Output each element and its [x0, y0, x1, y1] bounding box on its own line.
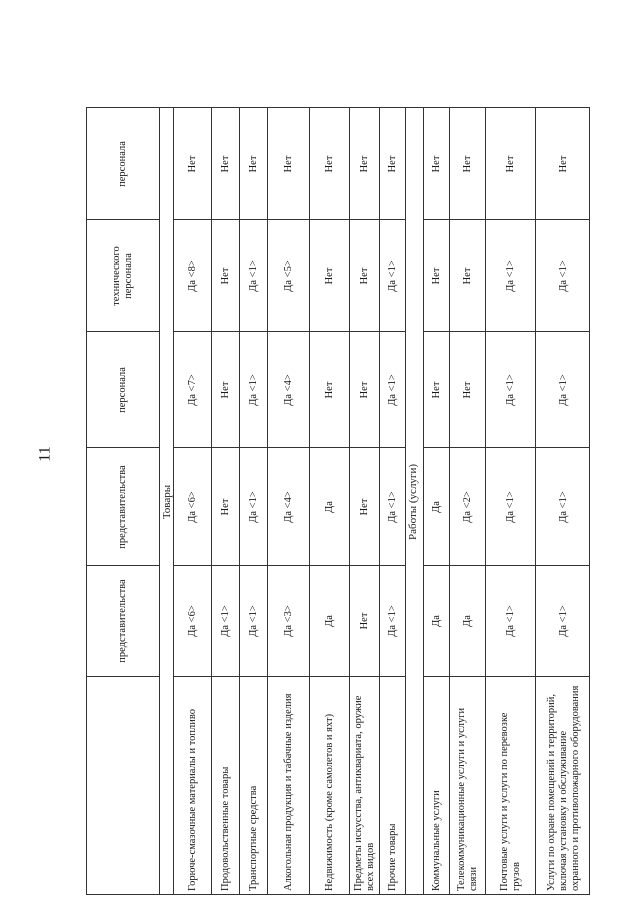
value-cell: Да <1> — [536, 565, 590, 676]
row-label: Алкогольная продукция и табачные изделия — [268, 676, 309, 895]
value-cell: Да <7> — [174, 331, 211, 447]
exemption-table — [86, 107, 590, 895]
row-label: Телекоммуникационные услуги и услуги связи — [450, 676, 485, 895]
value-cell: Нет — [424, 331, 449, 447]
value-cell: Нет — [323, 155, 335, 172]
value-cell: Нет — [430, 155, 442, 172]
header-cell-empty — [87, 676, 159, 895]
value-cell: Да <1> — [240, 565, 267, 676]
value-cell: Нет — [219, 155, 231, 172]
table-row — [309, 108, 349, 894]
value-cell: Да <1> — [240, 219, 267, 331]
value-cell: Нет — [212, 331, 239, 447]
value-cell: Нет — [310, 331, 349, 447]
value-cell: Да <1> — [380, 219, 405, 331]
value-cell: Нет — [358, 155, 370, 172]
table-row — [535, 108, 590, 894]
header-cell: технического персонала — [87, 219, 159, 331]
value-cell: Нет — [386, 155, 398, 172]
table-row — [449, 108, 485, 894]
value-cell: Да <1> — [536, 219, 590, 331]
row-label: Предметы искусства, антиквариата, оружие всех видов — [350, 676, 379, 895]
header-cell: представительства — [87, 447, 159, 565]
value-cell: Да <3> — [268, 565, 309, 676]
header-cell: персонала — [117, 140, 129, 187]
section-title: Товары — [160, 484, 173, 520]
value-cell: Да <5> — [268, 219, 309, 331]
value-cell: Да <1> — [536, 447, 590, 565]
value-cell: Да <8> — [174, 219, 211, 331]
table-row — [485, 108, 535, 894]
value-cell: Да <4> — [268, 331, 309, 447]
value-cell: Да <2> — [450, 447, 485, 565]
value-cell: Да <1> — [212, 565, 239, 676]
table-header-row — [87, 108, 159, 894]
table-row — [423, 108, 449, 894]
row-label: Коммунальные услуги — [424, 676, 449, 895]
value-cell: Нет — [450, 219, 485, 331]
value-cell: Да <6> — [174, 447, 211, 565]
row-label: Прочие товары — [380, 676, 405, 895]
value-cell: Да <1> — [380, 565, 405, 676]
value-cell: Нет — [310, 219, 349, 331]
row-label: Почтовые услуги и услуги по перевозке грузов — [486, 676, 535, 895]
section-title-row — [405, 108, 419, 894]
value-cell: Нет — [350, 447, 379, 565]
value-cell: Да <1> — [240, 331, 267, 447]
value-cell: Нет — [212, 447, 239, 565]
table-row — [379, 108, 405, 894]
value-cell: Да <1> — [486, 331, 535, 447]
row-label: Горюче-смазочные материалы и топливо — [174, 676, 211, 895]
header-cell: представительства — [87, 565, 159, 676]
table-row — [211, 108, 239, 894]
value-cell: Нет — [247, 155, 259, 172]
value-cell: Да <1> — [486, 219, 535, 331]
value-cell: Да — [310, 565, 349, 676]
section-title: Работы (услуги) — [406, 464, 419, 540]
row-label: Недвижимость (кроме самолетов и яхт) — [310, 676, 349, 895]
row-label: Продовольственные товары — [212, 676, 239, 895]
value-cell: Нет — [450, 331, 485, 447]
value-cell: Нет — [461, 155, 473, 172]
page-number: 11 — [36, 446, 54, 462]
table-row — [267, 108, 309, 894]
value-cell: Да — [310, 447, 349, 565]
value-cell: Да <1> — [486, 447, 535, 565]
value-cell: Да <4> — [268, 447, 309, 565]
value-cell: Да <1> — [380, 331, 405, 447]
value-cell: Нет — [557, 155, 569, 172]
value-cell: Нет — [186, 155, 198, 172]
value-cell: Да <1> — [240, 447, 267, 565]
value-cell: Да <6> — [174, 565, 211, 676]
value-cell: Да — [450, 565, 485, 676]
table-row — [173, 108, 211, 894]
value-cell: Да <1> — [536, 331, 590, 447]
value-cell: Нет — [350, 219, 379, 331]
value-cell: Да — [424, 447, 449, 565]
row-label: Услуги по охране помещений и территорий, включая установку и обслуживание охранного и противопожарного оборудования — [536, 676, 590, 895]
table-row — [239, 108, 267, 894]
value-cell: Нет — [212, 219, 239, 331]
value-cell: Нет — [424, 219, 449, 331]
row-label: Транспортные средства — [240, 676, 267, 895]
value-cell: Нет — [350, 331, 379, 447]
value-cell: Нет — [504, 155, 516, 172]
section-title-row — [159, 108, 173, 894]
value-cell: Нет — [350, 565, 379, 676]
value-cell: Нет — [282, 155, 294, 172]
header-cell: персонала — [87, 331, 159, 447]
value-cell: Да <1> — [486, 565, 535, 676]
table-row — [349, 108, 379, 894]
value-cell: Да <1> — [380, 447, 405, 565]
value-cell: Да — [424, 565, 449, 676]
